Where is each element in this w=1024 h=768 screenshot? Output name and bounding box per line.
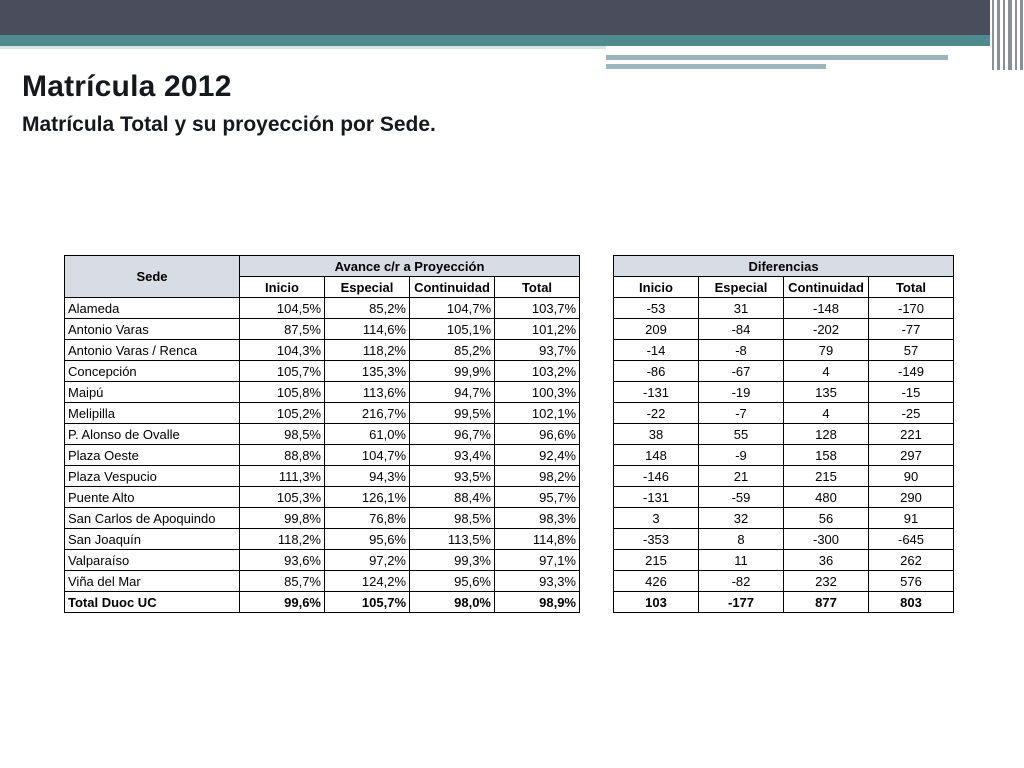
- header-band-accent: [0, 35, 990, 46]
- column-header: Continuidad: [410, 277, 495, 298]
- avance-cell: 105,3%: [240, 487, 325, 508]
- table-row: [65, 424, 580, 445]
- diferencia-cell: -8: [699, 340, 784, 361]
- avance-cell: 85,2%: [325, 298, 410, 319]
- diferencia-cell: 135: [784, 382, 869, 403]
- sede-cell: Antonio Varas: [65, 319, 240, 340]
- avance-cell: 113,6%: [325, 382, 410, 403]
- avance-cell: 105,1%: [410, 319, 495, 340]
- sede-cell: Concepción: [65, 361, 240, 382]
- sede-cell: Valparaíso: [65, 550, 240, 571]
- diferencia-cell: 262: [869, 550, 954, 571]
- diferencia-cell: 21: [699, 466, 784, 487]
- diferencia-cell: 32: [699, 508, 784, 529]
- header-rule-long: [606, 55, 948, 60]
- sede-cell: San Carlos de Apoquindo: [65, 508, 240, 529]
- total-sede-cell: Total Duoc UC: [65, 592, 240, 613]
- sede-cell: Alameda: [65, 298, 240, 319]
- avance-cell: 126,1%: [325, 487, 410, 508]
- avance-cell: 88,8%: [240, 445, 325, 466]
- diferencia-cell: -9: [699, 445, 784, 466]
- diferencia-cell: -131: [614, 487, 699, 508]
- avance-cell: 99,9%: [410, 361, 495, 382]
- diferencia-cell: 31: [699, 298, 784, 319]
- diferencia-cell: 90: [869, 466, 954, 487]
- diferencia-cell: 11: [699, 550, 784, 571]
- sede-cell: Viña del Mar: [65, 571, 240, 592]
- table-row: [614, 571, 954, 592]
- total-avance-cell: 99,6%: [240, 592, 325, 613]
- diferencia-cell: 426: [614, 571, 699, 592]
- avance-cell: 95,6%: [410, 571, 495, 592]
- diferencia-cell: -84: [699, 319, 784, 340]
- column-header: Total: [495, 277, 580, 298]
- avance-cell: 61,0%: [325, 424, 410, 445]
- avance-cell: 105,7%: [240, 361, 325, 382]
- table-row: [614, 466, 954, 487]
- table-row: [65, 403, 580, 424]
- avance-cell: 135,3%: [325, 361, 410, 382]
- sede-cell: Plaza Vespucio: [65, 466, 240, 487]
- total-row: [614, 592, 954, 613]
- column-header: Continuidad: [784, 277, 869, 298]
- column-header: Inicio: [240, 277, 325, 298]
- diferencia-cell: 576: [869, 571, 954, 592]
- diferencia-cell: -7: [699, 403, 784, 424]
- avance-cell: 88,4%: [410, 487, 495, 508]
- slide-subtitle: Matrícula Total y su proyección por Sede.: [22, 113, 436, 136]
- avance-cell: 105,2%: [240, 403, 325, 424]
- diferencia-cell: 8: [699, 529, 784, 550]
- table-row: [614, 529, 954, 550]
- table-row: [65, 319, 580, 340]
- avance-cell: 93,3%: [495, 571, 580, 592]
- avance-cell: 104,5%: [240, 298, 325, 319]
- table-row: [65, 445, 580, 466]
- sede-cell: Maipú: [65, 382, 240, 403]
- diferencia-cell: -86: [614, 361, 699, 382]
- table-row: [614, 445, 954, 466]
- table-row: [65, 508, 580, 529]
- diferencia-cell: 480: [784, 487, 869, 508]
- header-band: [0, 0, 990, 35]
- avance-cell: 98,5%: [240, 424, 325, 445]
- table-row: [614, 382, 954, 403]
- avance-cell: 98,3%: [495, 508, 580, 529]
- sede-cell: Plaza Oeste: [65, 445, 240, 466]
- avance-cell: 94,7%: [410, 382, 495, 403]
- total-diferencia-cell: -177: [699, 592, 784, 613]
- avance-cell: 216,7%: [325, 403, 410, 424]
- avance-cell: 97,2%: [325, 550, 410, 571]
- table-row: [614, 550, 954, 571]
- avance-cell: 100,3%: [495, 382, 580, 403]
- table-row: [65, 571, 580, 592]
- avance-group-header: Avance c/r a Proyección: [240, 256, 580, 277]
- total-diferencia-cell: 103: [614, 592, 699, 613]
- slide-title: Matrícula 2012: [22, 70, 232, 103]
- avance-cell: 118,2%: [325, 340, 410, 361]
- avance-cell: 96,7%: [410, 424, 495, 445]
- diferencia-cell: -300: [784, 529, 869, 550]
- avance-cell: 124,2%: [325, 571, 410, 592]
- diferencia-cell: -53: [614, 298, 699, 319]
- diferencia-cell: -67: [699, 361, 784, 382]
- avance-cell: 93,6%: [240, 550, 325, 571]
- avance-cell: 103,7%: [495, 298, 580, 319]
- diferencia-cell: -131: [614, 382, 699, 403]
- table-row: [614, 340, 954, 361]
- diferencia-cell: 290: [869, 487, 954, 508]
- table-row: [614, 298, 954, 319]
- avance-cell: 95,6%: [325, 529, 410, 550]
- diferencia-cell: -146: [614, 466, 699, 487]
- diferencia-cell: -82: [699, 571, 784, 592]
- diferencia-cell: 55: [699, 424, 784, 445]
- total-row: [65, 592, 580, 613]
- diferencia-cell: -15: [869, 382, 954, 403]
- table-row: [65, 382, 580, 403]
- diferencia-cell: 3: [614, 508, 699, 529]
- diferencia-cell: 56: [784, 508, 869, 529]
- avance-cell: 98,2%: [495, 466, 580, 487]
- avance-cell: 93,7%: [495, 340, 580, 361]
- diferencia-cell: -25: [869, 403, 954, 424]
- table-row: [614, 403, 954, 424]
- sede-cell: Puente Alto: [65, 487, 240, 508]
- table-row: [65, 529, 580, 550]
- table-row: [614, 424, 954, 445]
- column-header: Especial: [325, 277, 410, 298]
- avance-cell: 99,5%: [410, 403, 495, 424]
- total-avance-cell: 98,9%: [495, 592, 580, 613]
- avance-cell: 98,5%: [410, 508, 495, 529]
- sede-cell: San Joaquín: [65, 529, 240, 550]
- table-row: [65, 340, 580, 361]
- diferencia-cell: 209: [614, 319, 699, 340]
- diferencia-cell: 91: [869, 508, 954, 529]
- diferencia-cell: 232: [784, 571, 869, 592]
- diferencia-cell: 215: [614, 550, 699, 571]
- avance-cell: 99,3%: [410, 550, 495, 571]
- avance-table: [64, 255, 580, 613]
- diferencia-cell: -77: [869, 319, 954, 340]
- table-row: [614, 487, 954, 508]
- diferencias-table: [613, 255, 954, 613]
- table-row: [65, 487, 580, 508]
- diferencia-cell: 128: [784, 424, 869, 445]
- diferencia-cell: -202: [784, 319, 869, 340]
- diferencia-cell: -170: [869, 298, 954, 319]
- diferencias-group-header: Diferencias: [614, 256, 954, 277]
- avance-cell: 93,4%: [410, 445, 495, 466]
- avance-cell: 85,2%: [410, 340, 495, 361]
- total-avance-cell: 98,0%: [410, 592, 495, 613]
- avance-cell: 104,7%: [325, 445, 410, 466]
- diferencia-cell: -645: [869, 529, 954, 550]
- diferencia-cell: -59: [699, 487, 784, 508]
- table-row: [614, 361, 954, 382]
- diferencia-cell: 215: [784, 466, 869, 487]
- table-row: [65, 298, 580, 319]
- diferencia-cell: 38: [614, 424, 699, 445]
- sede-cell: Melipilla: [65, 403, 240, 424]
- table-row: [614, 319, 954, 340]
- column-header: Especial: [699, 277, 784, 298]
- table-row: [65, 550, 580, 571]
- table-row: [65, 361, 580, 382]
- sede-header: Sede: [65, 256, 240, 298]
- avance-cell: 113,5%: [410, 529, 495, 550]
- diferencia-cell: -14: [614, 340, 699, 361]
- diferencia-cell: -148: [784, 298, 869, 319]
- diferencia-cell: 148: [614, 445, 699, 466]
- diferencia-cell: 297: [869, 445, 954, 466]
- avance-cell: 114,8%: [495, 529, 580, 550]
- avance-cell: 104,3%: [240, 340, 325, 361]
- avance-cell: 104,7%: [410, 298, 495, 319]
- header-stripes: [990, 0, 1024, 70]
- avance-cell: 118,2%: [240, 529, 325, 550]
- table-row: [614, 508, 954, 529]
- diferencia-cell: -149: [869, 361, 954, 382]
- avance-cell: 114,6%: [325, 319, 410, 340]
- total-diferencia-cell: 803: [869, 592, 954, 613]
- avance-cell: 103,2%: [495, 361, 580, 382]
- avance-cell: 96,6%: [495, 424, 580, 445]
- avance-cell: 92,4%: [495, 445, 580, 466]
- diferencia-cell: -353: [614, 529, 699, 550]
- diferencia-cell: 4: [784, 403, 869, 424]
- header-rule-short: [606, 64, 826, 69]
- avance-cell: 94,3%: [325, 466, 410, 487]
- avance-cell: 97,1%: [495, 550, 580, 571]
- avance-cell: 111,3%: [240, 466, 325, 487]
- total-diferencia-cell: 877: [784, 592, 869, 613]
- column-header: Inicio: [614, 277, 699, 298]
- diferencia-cell: 79: [784, 340, 869, 361]
- avance-cell: 93,5%: [410, 466, 495, 487]
- sede-cell: P. Alonso de Ovalle: [65, 424, 240, 445]
- avance-cell: 76,8%: [325, 508, 410, 529]
- diferencia-cell: -22: [614, 403, 699, 424]
- avance-cell: 87,5%: [240, 319, 325, 340]
- avance-cell: 101,2%: [495, 319, 580, 340]
- sede-cell: Antonio Varas / Renca: [65, 340, 240, 361]
- diferencia-cell: -19: [699, 382, 784, 403]
- total-avance-cell: 105,7%: [325, 592, 410, 613]
- avance-cell: 85,7%: [240, 571, 325, 592]
- diferencia-cell: 4: [784, 361, 869, 382]
- avance-cell: 102,1%: [495, 403, 580, 424]
- column-header: Total: [869, 277, 954, 298]
- avance-cell: 105,8%: [240, 382, 325, 403]
- diferencia-cell: 158: [784, 445, 869, 466]
- table-row: [65, 466, 580, 487]
- avance-cell: 99,8%: [240, 508, 325, 529]
- diferencia-cell: 57: [869, 340, 954, 361]
- diferencia-cell: 221: [869, 424, 954, 445]
- avance-cell: 95,7%: [495, 487, 580, 508]
- diferencia-cell: 36: [784, 550, 869, 571]
